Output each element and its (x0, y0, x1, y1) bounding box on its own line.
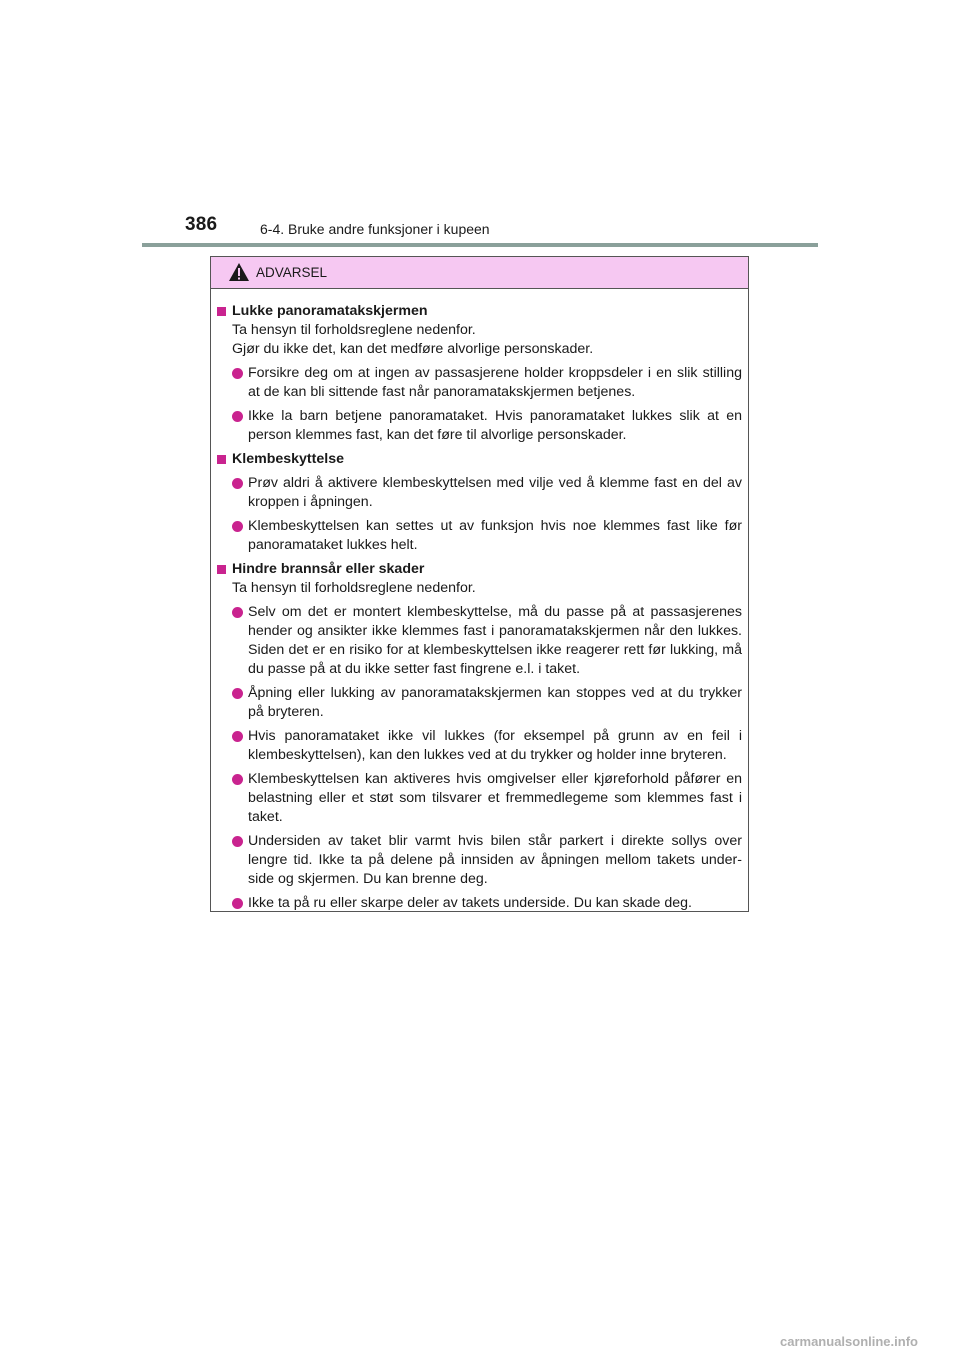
round-bullet-icon (232, 368, 243, 379)
square-bullet-icon (217, 455, 226, 464)
warning-triangle-icon (228, 262, 250, 282)
square-bullet-icon (217, 307, 226, 316)
intro-line: Gjør du ikke det, kan det medføre alvorlige personskader. (232, 341, 594, 357)
round-bullet-icon (232, 411, 243, 422)
page-number: 386 (185, 214, 218, 235)
intro-line: Ta hensyn til forholdsreglene nedenfor. (232, 322, 476, 338)
round-bullet-icon (232, 731, 243, 742)
section-title: Klembeskyttelse (217, 450, 742, 469)
warning-label: ADVARSEL (256, 265, 328, 280)
round-bullet-icon (232, 688, 243, 699)
list-item: Selv om det er montert klembeskyttelse, må du passe på at passasjerenes hender og ansikter ikke klemmes fast i panoramatakskjermen når den lukkes. Siden det er en risiko for at klembeskyttelsen ikke reagerer rett før lukking, må du passe på at du ikke setter fast fingrene e.l. i taket. (217, 603, 742, 679)
section-prevent-burns (217, 560, 742, 913)
warning-body (211, 289, 748, 913)
round-bullet-icon (232, 521, 243, 532)
section-title: Lukke panoramatakskjermen (217, 302, 742, 321)
list-item: Undersiden av taket blir varmt hvis bilen står parkert i direkte sollys over lengre tid. Ikke ta på delene på innsiden av åpningen mellom takets under-side og skjermen. Du kan brenne deg. (217, 832, 742, 889)
list-item: Hvis panoramataket ikke vil lukkes (for eksempel på grunn av en feil i klembeskyttelsen), kan den lukkes ved at du trykker og holder inne bryteren. (217, 727, 742, 765)
list-item: Prøv aldri å aktivere klembeskyttelsen med vilje ved å klemme fast en del av kroppen i åpningen. (217, 474, 742, 512)
round-bullet-icon (232, 836, 243, 847)
list-item: Klembeskyttelsen kan settes ut av funksjon hvis noe klemmes fast like før panoramataket lukkes helt. (217, 517, 742, 555)
round-bullet-icon (232, 898, 243, 909)
section-closing-sunshade (217, 302, 742, 445)
round-bullet-icon (232, 478, 243, 489)
square-bullet-icon (217, 565, 226, 574)
list-item: Ikke ta på ru eller skarpe deler av takets underside. Du kan skade deg. (217, 894, 742, 913)
list-item: Forsikre deg om at ingen av passasjerene holder kroppsdeler i en slik stilling at de kan bli sittende fast når panoramatakskjermen betjenes. (217, 364, 742, 402)
round-bullet-icon (232, 607, 243, 618)
chapter-title: 6-4. Bruke andre funksjoner i kupeen (260, 221, 490, 237)
round-bullet-icon (232, 774, 243, 785)
list-item: Klembeskyttelsen kan aktiveres hvis omgivelser eller kjøreforhold påfører en belastning eller et støt som tilsvarer et fremmedlegeme som klemmes fast i taket. (217, 770, 742, 827)
list-item: Åpning eller lukking av panoramatakskjermen kan stoppes ved at du trykker på bryteren. (217, 684, 742, 722)
warning-box (210, 256, 749, 912)
intro-line: Ta hensyn til forholdsreglene nedenfor. (232, 580, 476, 596)
watermark: carmanualsonline.info (780, 1334, 918, 1349)
section-jam-protection (217, 450, 742, 555)
list-item: Ikke la barn betjene panoramataket. Hvis panoramataket lukkes slik at en person klemmes fast, kan det føre til alvorlige personskader. (217, 407, 742, 445)
section-title: Hindre brannsår eller skader (217, 560, 742, 579)
header-rule (142, 243, 818, 247)
warning-header (211, 257, 748, 289)
